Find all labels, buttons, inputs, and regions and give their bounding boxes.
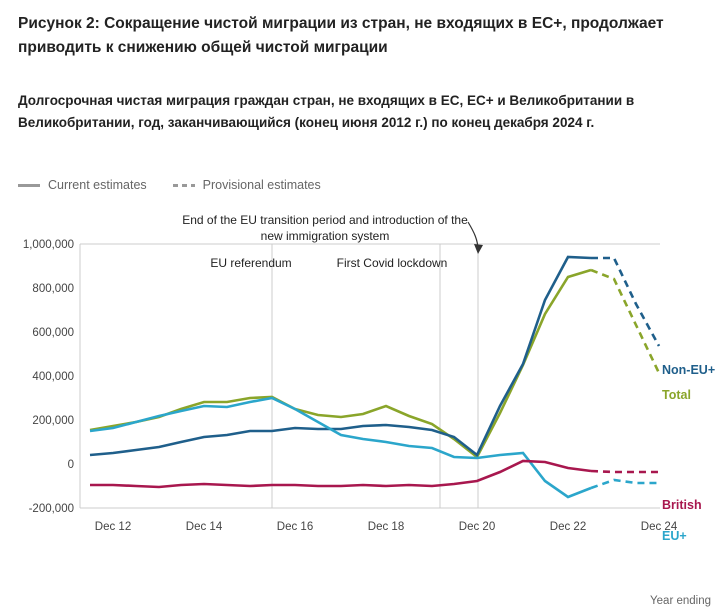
svg-text:Dec 24: Dec 24 — [640, 521, 678, 533]
legend-label-current: Current estimates — [48, 178, 147, 192]
svg-text:800,000: 800,000 — [32, 283, 74, 295]
series-label-total: Total — [662, 388, 691, 402]
series-label-british: British — [662, 498, 702, 512]
svg-text:Dec 22: Dec 22 — [549, 521, 587, 533]
series-label-eu: EU+ — [662, 529, 687, 543]
series-line-total-provisional — [591, 270, 659, 373]
svg-text:400,000: 400,000 — [32, 371, 74, 383]
svg-text:-200,000: -200,000 — [28, 503, 74, 515]
annotation-referendum: EU referendum — [210, 256, 292, 270]
svg-text:Dec 18: Dec 18 — [367, 521, 405, 533]
series-line-eu — [90, 398, 591, 497]
chart-plot-area — [0, 200, 725, 613]
x-axis-ticks — [95, 521, 678, 533]
legend-item-current — [18, 178, 147, 192]
figure-title: Рисунок 2: Сокращение чистой миграции из стран, не входящих в ЕС+, продолжает приводить к снижению общей чистой миграции — [18, 15, 664, 57]
solid-line-icon — [18, 184, 40, 187]
chart-legend — [18, 178, 321, 192]
svg-text:200,000: 200,000 — [32, 415, 74, 427]
series-line-non-eu — [90, 257, 591, 455]
svg-text:Dec 14: Dec 14 — [185, 521, 223, 533]
dashed-line-icon — [173, 184, 195, 187]
series-line-british-provisional — [591, 471, 659, 472]
annotation-covid: First Covid lockdown — [336, 256, 448, 270]
svg-text:600,000: 600,000 — [32, 327, 74, 339]
x-axis-caption: Year ending — [650, 595, 711, 607]
legend-item-provisional — [173, 178, 321, 192]
svg-text:Dec 20: Dec 20 — [458, 521, 496, 533]
annotation-transition: End of the EU transition period and introduction of the new immigration system — [182, 213, 468, 243]
y-axis-ticks — [23, 239, 74, 515]
series-line-eu-provisional — [591, 480, 659, 488]
series-label-non-eu: Non-EU+ — [662, 363, 716, 377]
svg-text:0: 0 — [67, 459, 74, 471]
annotation-arrow-head — [474, 244, 483, 254]
svg-text:Dec 16: Dec 16 — [276, 521, 314, 533]
svg-text:1,000,000: 1,000,000 — [22, 239, 74, 251]
legend-label-provisional: Provisional estimates — [202, 178, 321, 192]
figure-subtitle: Долгосрочная чистая миграция граждан стран, не входящих в ЕС, ЕС+ и Великобритании в Великобритании, год, заканчивающийся (конец июня 2012 г.) по конец декабря 2024 г. — [18, 93, 635, 130]
svg-text:Dec 12: Dec 12 — [94, 521, 132, 533]
series-line-british — [90, 461, 591, 487]
